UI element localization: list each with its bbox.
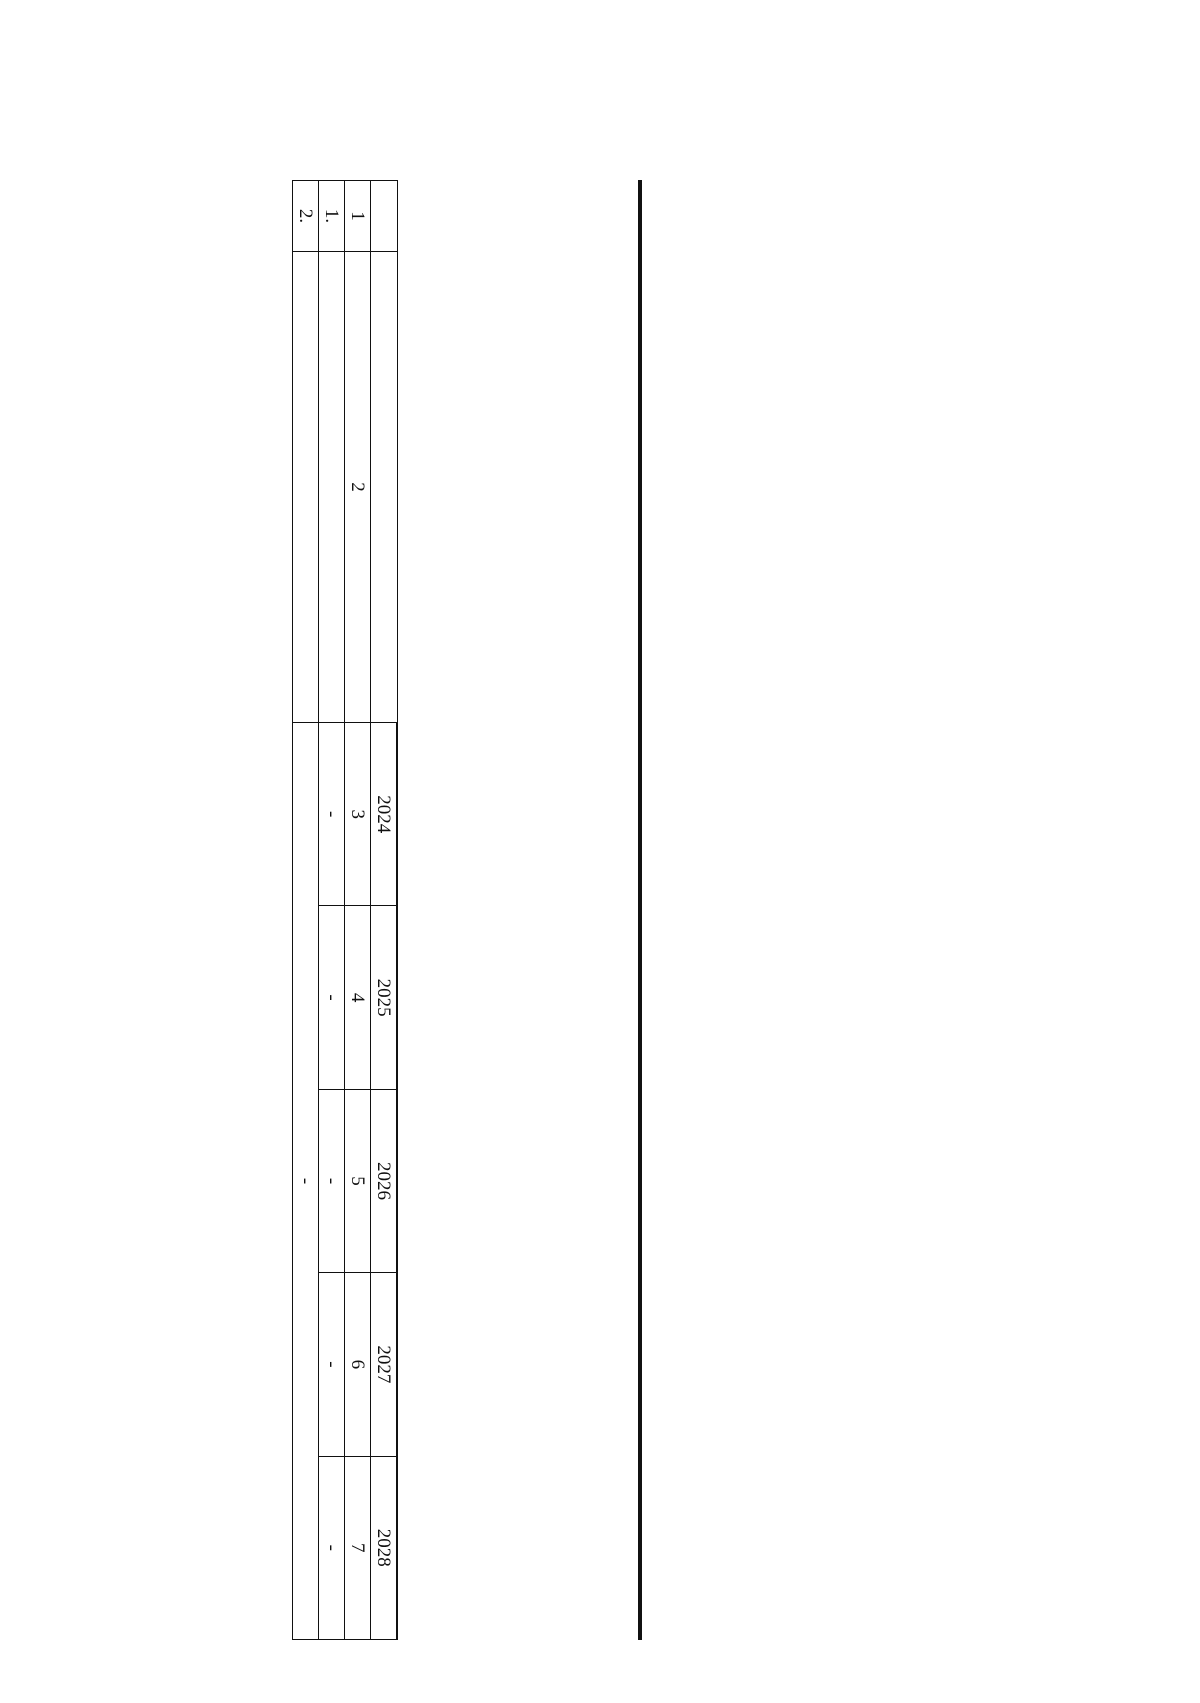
table-row	[639, 181, 640, 1640]
value-cell: -	[319, 1456, 345, 1639]
value-cell: -	[319, 723, 345, 906]
table-cell-label	[641, 181, 642, 752]
measure-name	[319, 252, 345, 723]
column-index: 2	[345, 252, 371, 723]
table-row	[293, 181, 319, 1640]
table-row	[640, 181, 641, 1640]
value-cell: -	[319, 1273, 345, 1456]
column-index: 4	[345, 906, 371, 1089]
table-row	[641, 181, 642, 1640]
header-year: 2025	[371, 906, 397, 1089]
column-index: 3	[345, 723, 371, 906]
value-cell: -	[319, 1089, 345, 1272]
header-year: 2024	[371, 723, 397, 906]
table-index-row	[345, 181, 371, 1640]
row-number: 2.	[293, 181, 319, 252]
value-cell: -	[319, 906, 345, 1089]
table-row	[319, 181, 345, 1640]
merged-value-cell: -	[293, 723, 319, 1640]
table-cell-value	[641, 752, 642, 1640]
column-index: 5	[345, 1089, 371, 1272]
table-cell-label	[640, 181, 641, 752]
measures-table	[292, 180, 398, 1640]
header-year: 2028	[371, 1456, 397, 1639]
table-cell-label	[639, 181, 640, 752]
header-year: 2026	[371, 1089, 397, 1272]
column-index: 1	[345, 181, 371, 252]
table-cell-value	[639, 752, 640, 1640]
measure-name	[293, 252, 319, 723]
column-index: 7	[345, 1456, 371, 1639]
table-cell-value	[640, 752, 641, 1640]
table-header-row	[397, 181, 398, 1640]
header-year: 2027	[371, 1273, 397, 1456]
column-index: 6	[345, 1273, 371, 1456]
row-number: 1.	[319, 181, 345, 252]
passport-table	[638, 180, 642, 1640]
header-measure-name	[371, 252, 398, 723]
header-financial-volume	[397, 723, 398, 1640]
header-number	[371, 181, 398, 252]
document-page	[110, 40, 1110, 1660]
